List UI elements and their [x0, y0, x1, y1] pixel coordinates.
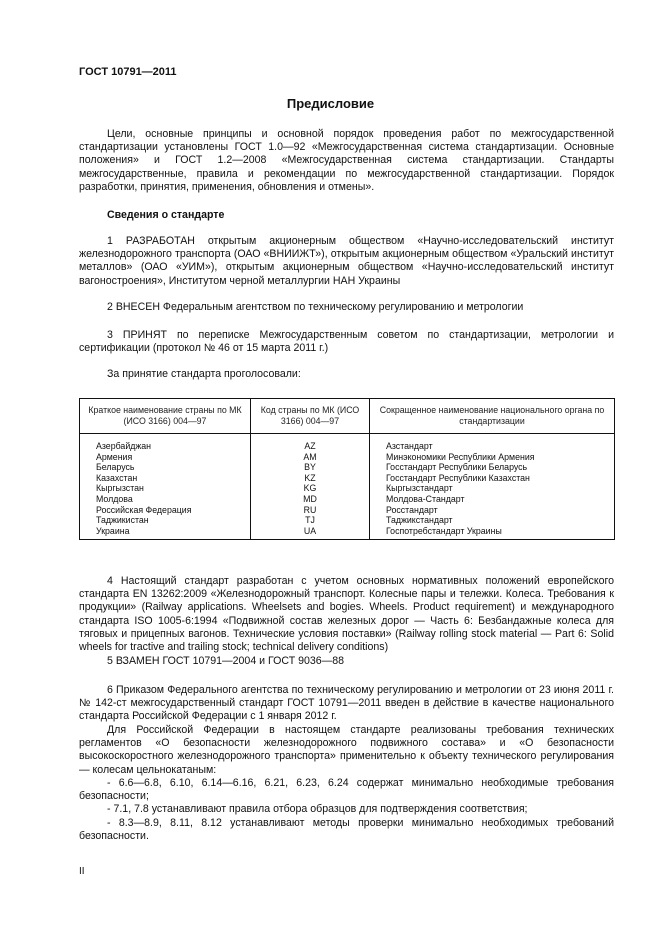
item-5-replaces: 5 ВЗАМЕН ГОСТ 10791—2004 и ГОСТ 9036—88: [107, 655, 345, 667]
country-name: Армения: [80, 452, 251, 463]
item-1-developed-by: 1 РАЗРАБОТАН открытым акционерным обществом «Научно-исследовательский институт железнодорожного транспорта (ОАО «ВНИИЖТ»), открытым акционерным обществом «Уральский институт металлов» (ОАО «УИМ»), открытым акционерным обществом «Научно-исследовательский институт вагоностроения», Институтом черной металлургии НАН Украины: [79, 235, 614, 287]
vote-intro: За принятие стандарта проголосовали:: [107, 368, 301, 380]
country-name: Кыргызстан: [80, 483, 251, 494]
country-name: Молдова: [80, 494, 251, 505]
table-header-code: Код страны по МК (ИСО 3166) 004—97: [251, 399, 370, 434]
table-row: [80, 434, 615, 452]
country-name: Украина: [80, 526, 251, 540]
table-header-row: [80, 399, 615, 434]
table-row: [80, 462, 615, 473]
table-row: [80, 483, 615, 494]
table-header-country: Краткое наименование страны по МК (ИСО 3166) 004—97: [80, 399, 251, 434]
standards-body: Таджикстандарт: [370, 515, 615, 526]
country-name: Российская Федерация: [80, 505, 251, 516]
intro-paragraph: Цели, основные принципы и основной порядок проведения работ по межгосударственной стандартизации установлены ГОСТ 1.0—92 «Межгосударственная система стандартизации. Основные положения» и ГОСТ 1.2—2008 «Межгосударственная система стандартизации. Стандарты межгосударственные, правила и рекомендации по межгосударственной стандартизации. Порядок разработки, принятия, применения, обновления и отмены».: [79, 128, 614, 193]
table-row: [80, 526, 615, 540]
country-code: RU: [251, 505, 370, 516]
country-code: AM: [251, 452, 370, 463]
item-2-introduced-by: 2 ВНЕСЕН Федеральным агентством по техническому регулированию и метрологии: [107, 301, 524, 313]
standards-body: Госстандарт Республики Казахстан: [370, 473, 615, 484]
country-name: Таджикистан: [80, 515, 251, 526]
standards-body: Росстандарт: [370, 505, 615, 516]
standards-body: Молдова-Стандарт: [370, 494, 615, 505]
list-item: - 8.3—8.9, 8.11, 8.12 устанавливают методы проверки минимально необходимых требований безопасности.: [79, 816, 614, 842]
country-code: AZ: [251, 434, 370, 452]
list-item: - 6.6—6.8, 6.10, 6.14—6.16, 6.21, 6.23, 6.24 содержат минимально необходимые требования безопасности;: [79, 777, 614, 803]
country-code: UA: [251, 526, 370, 540]
table-header-body: Сокращенное наименование национального органа по стандартизации: [370, 399, 615, 434]
list-item: - 7.1, 7.8 устанавливают правила отбора образцов для подтверждения соответствия;: [107, 803, 528, 816]
standards-body: Азстандарт: [370, 434, 615, 452]
document-header-id: ГОСТ 10791—2011: [79, 66, 177, 78]
item-3-adopted: 3 ПРИНЯТ по переписке Межгосударственным советом по стандартизации, метрологии и сертификации (протокол № 46 от 15 марта 2011 г.): [79, 329, 614, 355]
section-heading: Сведения о стандарте: [107, 209, 225, 221]
standards-body: Кыргызстандарт: [370, 483, 615, 494]
table-row: [80, 515, 615, 526]
country-name: Азербайджан: [80, 434, 251, 452]
country-code: BY: [251, 462, 370, 473]
country-code: MD: [251, 494, 370, 505]
item-6-order: 6 Приказом Федерального агентства по техническому регулированию и метрологии от 23 июня 2011 г. № 142-ст межгосударственный стандарт ГОСТ 10791—2011 введен в действие в качестве национального стандарта Российской Федерации с 1 января 2012 г.: [79, 684, 614, 723]
table-row: [80, 452, 615, 463]
item-6-regulations: Для Российской Федерации в настоящем стандарте реализованы требования технических регламентов «О безопасности железнодорожного подвижного состава» и «О безопасности высокоскоростного железнодорожного транспорта» применительно к объекту технического регулирования — колесам цельнокатаным:: [79, 724, 614, 776]
page-title: Предисловие: [286, 96, 375, 111]
standards-body: Минэкономики Республики Армения: [370, 452, 615, 463]
page-number: II: [79, 866, 85, 877]
country-code: TJ: [251, 515, 370, 526]
standards-body: Госпотребстандарт Украины: [370, 526, 615, 540]
country-code: KZ: [251, 473, 370, 484]
country-name: Казахстан: [80, 473, 251, 484]
country-code: KG: [251, 483, 370, 494]
country-name: Беларусь: [80, 462, 251, 473]
item-4-harmonization: 4 Настоящий стандарт разработан с учетом основных нормативных положений европейского стандарта EN 13262:2009 «Железнодорожный транспорт. Колесные пары и тележки. Колеса. Требования к продукции» (Railway applications. Wheelsets and bogies. Wheels. Product requirement) и международного стандарта ISO 1005-6:1994 «Подвижной состав железных дорог — Часть 6: Безбандажные колеса для тяговых и прицепных вагонов. Технические условия поставки» (Railway rolling stock material — Part 6: Solid wheels for tractive and trailing stock; technical delivery conditions): [79, 575, 614, 654]
voting-countries-table: [79, 398, 615, 540]
table-row: [80, 494, 615, 505]
standards-body: Госстандарт Республики Беларусь: [370, 462, 615, 473]
table-row: [80, 473, 615, 484]
bullet-list: [79, 777, 614, 843]
table-row: [80, 505, 615, 516]
